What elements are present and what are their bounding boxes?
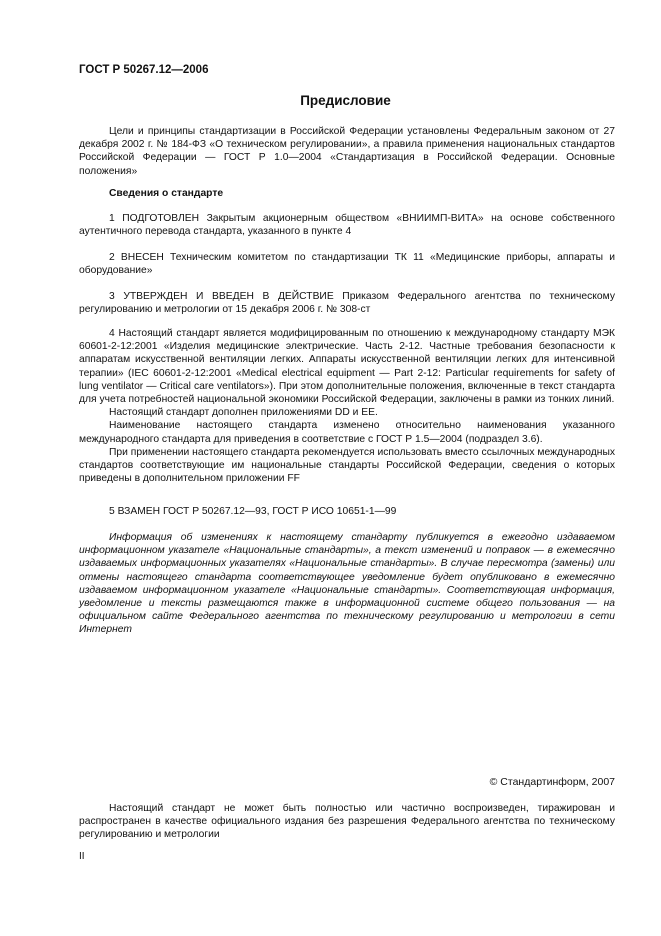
item-4-paragraph-3: Наименование настоящего стандарта изменено относительно наименования указанного международного стандарта для приведения в соответствие с ГОСТ Р 1.5—2004 (подраздел 3.6). bbox=[79, 420, 615, 445]
item-3-text: 3 УТВЕРЖДЕН И ВВЕДЕН В ДЕЙСТВИЕ Приказом Федерального агентства по техническому регулированию и метрологии от 15 декабря 2006 г. № 308-ст bbox=[79, 291, 615, 316]
item-1 bbox=[79, 212, 615, 238]
section-heading bbox=[79, 187, 615, 200]
item-4 bbox=[79, 327, 615, 485]
section-heading-text: Сведения о стандарте bbox=[109, 188, 224, 199]
legal-notice-text: Настоящий стандарт не может быть полностью или частично воспроизведен, тиражирован и распространен в качестве официального издания без разрешения Федерального агентства по техническому регулированию и метрологии bbox=[79, 803, 615, 841]
item-1-text: 1 ПОДГОТОВЛЕН Закрытым акционерным обществом «ВНИИМП-ВИТА» на основе собственного аутентичного перевода стандарта, указанного в пункте 4 bbox=[79, 213, 615, 238]
page-title: Предисловие bbox=[300, 93, 391, 108]
item-4-paragraph-1: 4 Настоящий стандарт является модифицированным по отношению к международному стандарту МЭК 60601-2-12:2001 «Изделия медицинские электрические. Часть 2-12. Частные требования безопасности к аппаратам искусственной вентиляции легких. Аппараты искусственной вентиляции легких для интенсивной терапии» (IEC 60601-2-12:2001 «Medical electrical equipment — Part 2-12: Particular requirements for safety of lung ventilator — Critical care ventilators»). При этом дополнительные положения, включенные в текст стандарта для учета потребностей национальной экономики Российской Федерации, заключены в рамки из тонких линий. bbox=[79, 328, 615, 406]
item-4-paragraph-2: Настоящий стандарт дополнен приложениями DD и ЕЕ. bbox=[109, 407, 378, 419]
page-number: II bbox=[79, 851, 85, 862]
item-3 bbox=[79, 290, 615, 316]
legal-notice bbox=[79, 802, 615, 842]
intro-paragraph bbox=[79, 125, 615, 178]
item-2 bbox=[79, 251, 615, 277]
intro-text: Цели и принципы стандартизации в Российской Федерации установлены Федеральным законом от 27 декабря 2002 г. № 184-ФЗ «О техническом регулировании», а правила применения национальных стандартов Российской Федерации — ГОСТ Р 1.0—2004 «Стандартизация в Российской Федерации. Основные положения» bbox=[79, 126, 615, 177]
standard-code-header: ГОСТ Р 50267.12—2006 bbox=[79, 64, 209, 76]
notice-block bbox=[79, 531, 615, 637]
item-2-text: 2 ВНЕСЕН Техническим комитетом по стандартизации ТК 11 «Медицинские приборы, аппараты и оборудование» bbox=[79, 252, 615, 277]
notice-text: Информация об изменениях к настоящему стандарту публикуется в ежегодно издаваемом информационном указателе «Национальные стандарты», а текст изменений и поправок — в ежемесячно издаваемых информационных указателях «Национальные стандарты». В случае пересмотра (замены) или отмены настоящего стандарта соответствующее уведомление будет опубликовано в ежемесячно издаваемом информационном указателе «Национальные стандарты». Соответствующая информация, уведомление и тексты размещаются также в информационной системе общего пользования — на официальном сайте Федерального агентства по техническому регулированию и метрологии в сети Интернет bbox=[79, 532, 615, 636]
item-5-text: 5 ВЗАМЕН ГОСТ Р 50267.12—93, ГОСТ Р ИСО 10651-1—99 bbox=[109, 506, 397, 517]
copyright-line: © Стандартинформ, 2007 bbox=[489, 776, 615, 788]
item-5 bbox=[79, 505, 615, 518]
item-4-paragraph-4: При применении настоящего стандарта рекомендуется использовать вместо ссылочных международных стандартов соответствующие им национальные стандарты Российской Федерации, сведения о которых приведены в дополнительном приложении FF bbox=[79, 446, 615, 485]
